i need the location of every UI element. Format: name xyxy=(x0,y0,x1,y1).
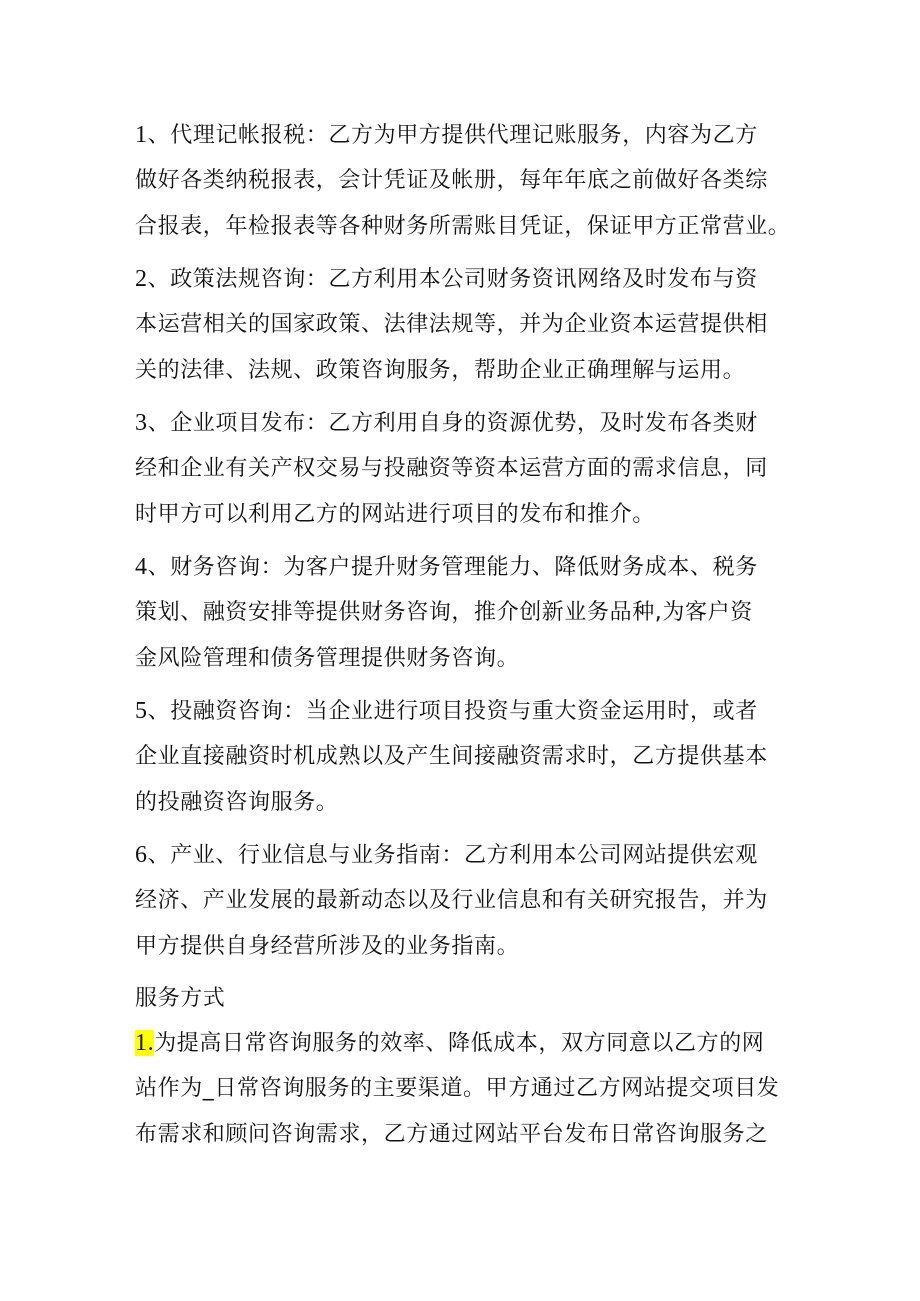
item-2-line-2: 本运营相关的国家政策、法律法规等，并为企业资本运营提供相 xyxy=(135,312,768,337)
item-4-line-1 xyxy=(135,544,835,590)
item-1-line-1 xyxy=(135,112,835,158)
section-title: 服务方式 xyxy=(135,986,226,1011)
item-3-line-3: 时甲方可以利用乙方的网站进行项目的发布和推介。 xyxy=(135,502,655,527)
item-5-line-1 xyxy=(135,688,835,734)
item-2-line-3: 关的法律、法规、政策咨询服务，帮助企业正确理解与运用。 xyxy=(135,358,746,383)
item-5-text-1: 、投融资咨询：当企业进行项目投资与重大资金运用时，或者 xyxy=(147,699,758,724)
item-5-line-3: 的投融资咨询服务。 xyxy=(135,790,339,815)
item-3-text-1: 、企业项目发布：乙方利用自身的资源优势，及时发布各类财 xyxy=(147,411,758,436)
service-line-2: 站作为_日常咨询服务的主要渠道。甲方通过乙方网站提交项目发 xyxy=(135,1076,780,1101)
item-5-number: 5 xyxy=(135,698,148,724)
item-2-number: 2 xyxy=(135,266,148,292)
service-line-3: 布需求和顾问咨询需求，乙方通过网站平台发布日常咨询服务之 xyxy=(135,1122,768,1147)
item-4-text-1: 、财务咨询：为客户提升财务管理能力、降低财务成本、税务 xyxy=(147,555,758,580)
item-5-line-2: 企业直接融资时机成熟以及产生间接融资需求时，乙方提供基本 xyxy=(135,744,768,769)
item-6-text-1: 、产业、行业信息与业务指南：乙方利用本公司网站提供宏观 xyxy=(147,843,758,868)
item-4-line-3: 金风险管理和债务管理提供财务咨询。 xyxy=(135,646,520,671)
item-1-number: 1 xyxy=(135,122,148,148)
item-3-number: 3 xyxy=(135,410,148,436)
service-line-1 xyxy=(135,1020,835,1066)
highlighted-number: 1. xyxy=(135,1030,155,1056)
item-3-line-2: 经和企业有关产权交易与投融资等资本运营方面的需求信息，同 xyxy=(135,456,768,481)
service-text-1: 为提高日常咨询服务的效率、降低成本，双方同意以乙方的网 xyxy=(154,1031,765,1056)
item-1-text-1: 、代理记帐报税：乙方为甲方提供代理记账服务，内容为乙方 xyxy=(147,123,758,148)
item-1-line-2: 做好各类纳税报表，会计凭证及帐册，每年年底之前做好各类综 xyxy=(135,168,768,193)
item-6-line-1 xyxy=(135,832,835,878)
item-4-number: 4 xyxy=(135,554,148,580)
item-6-line-2: 经济、产业发展的最新动态以及行业信息和有关研究报告，并为 xyxy=(135,888,768,913)
item-1-line-3: 合报表，年检报表等各种财务所需账目凭证，保证甲方正常营业。 xyxy=(135,214,791,239)
item-4-line-2: 策划、融资安排等提供财务咨询，推介创新业务品种,为客户资 xyxy=(135,600,753,625)
item-6-line-3: 甲方提供自身经营所涉及的业务指南。 xyxy=(135,934,520,959)
item-6-number: 6 xyxy=(135,842,148,868)
item-3-line-1 xyxy=(135,400,835,446)
item-2-line-1 xyxy=(135,256,835,302)
item-2-text-1: 、政策法规咨询：乙方利用本公司财务资讯网络及时发布与资 xyxy=(147,267,758,292)
